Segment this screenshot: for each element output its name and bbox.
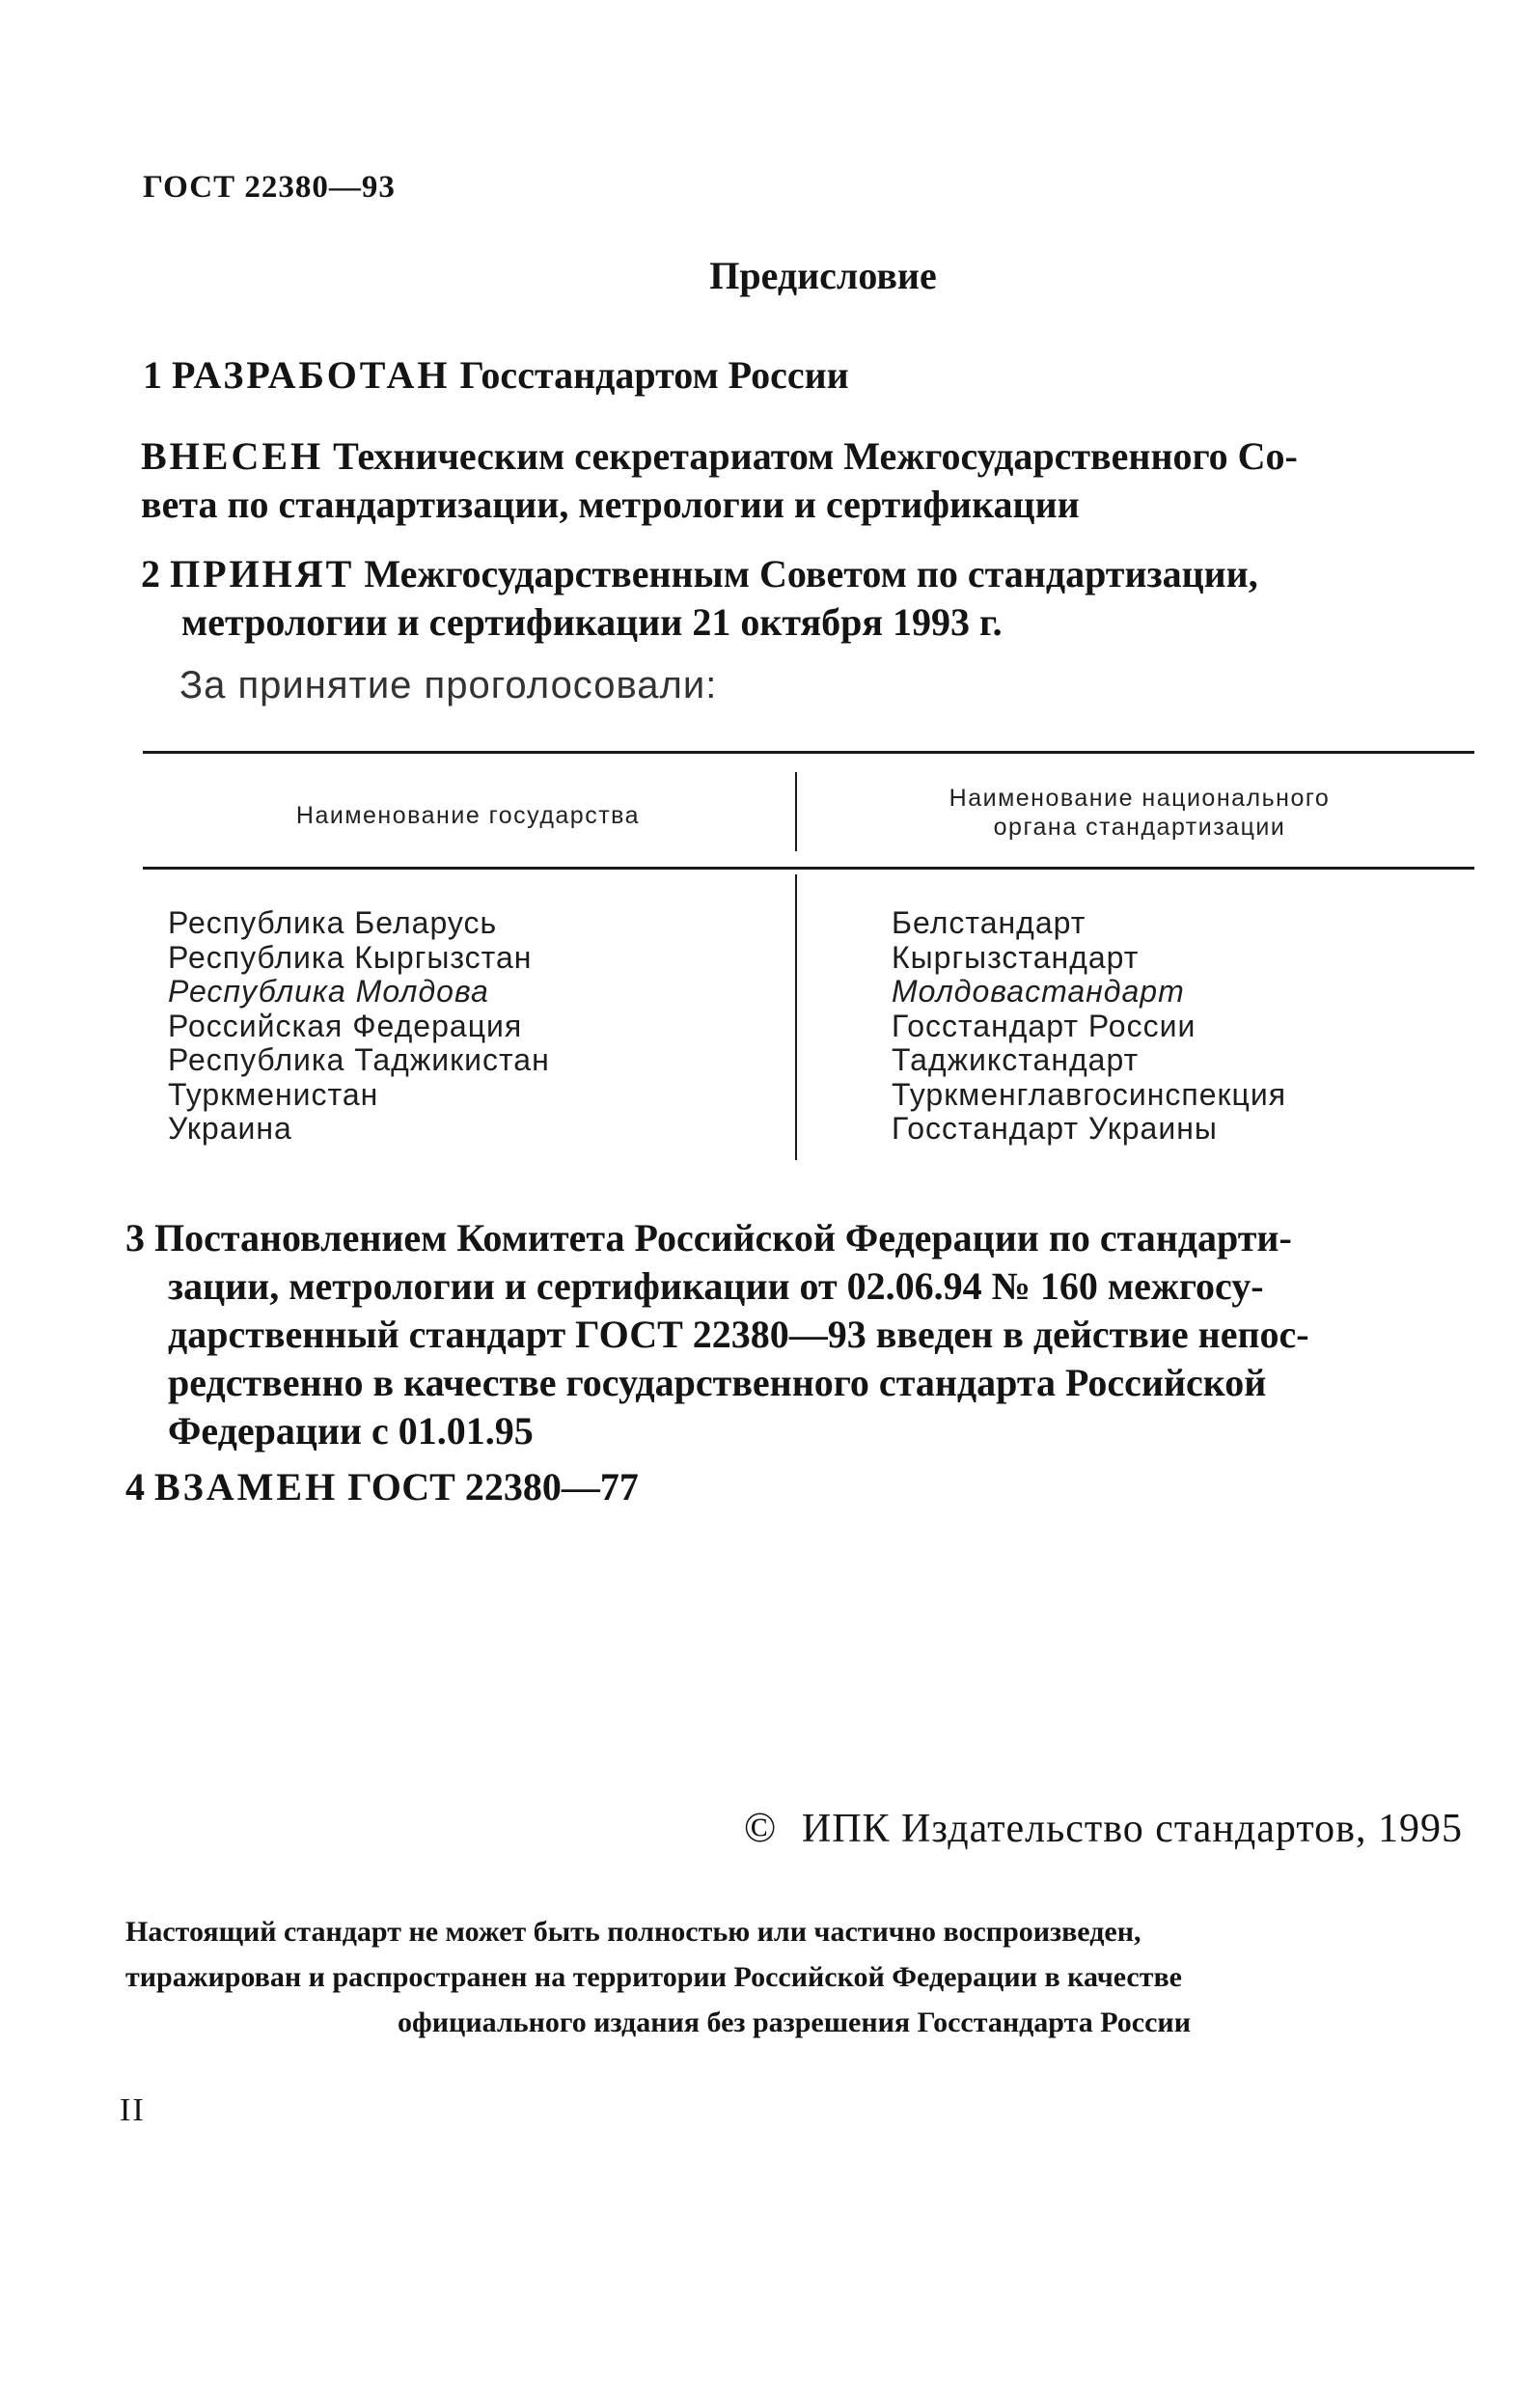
- section-2-line1: Межгосударственным Советом по стандартизации,: [364, 552, 1258, 595]
- section-3-line3: дарственный стандарт ГОСТ 22380—93 введен в действие непос-: [168, 1313, 1309, 1356]
- section-2-number: 2: [141, 552, 160, 595]
- notice-line2: тиражирован и распространен на территории Российской Федерации в качестве: [125, 1961, 1182, 1993]
- table-row-state: Республика Таджикистан: [168, 1042, 550, 1077]
- section-1b-lead: ВНЕСЕН: [141, 434, 324, 478]
- table-body-divider: [795, 874, 797, 1160]
- section-1b-line2: вета по стандартизации, метрологии и сертификации: [141, 483, 1080, 526]
- table-header-rule: [143, 867, 1474, 870]
- table-row-state: Российская Федерация: [168, 1008, 523, 1043]
- page-title: Предисловие: [709, 254, 937, 297]
- table-row-state: Республика Беларусь: [168, 905, 498, 940]
- section-3: [125, 1214, 1469, 1455]
- table-column-bodies: [892, 906, 1286, 1147]
- document-code: ГОСТ 22380—93: [143, 170, 396, 205]
- section-3-line2: зации, метрологии и сертификации от 02.06.94 № 160 межгосу-: [168, 1264, 1264, 1308]
- table-row-body: Госстандарт Украины: [892, 1111, 1218, 1146]
- section-2: [141, 550, 1469, 647]
- section-4-text: ГОСТ 22380—77: [347, 1465, 639, 1508]
- section-3-line4: редственно в качестве государственного стандарта Российской: [168, 1361, 1267, 1404]
- section-4: [125, 1463, 639, 1511]
- section-1-lead: РАЗРАБОТАН: [172, 353, 451, 397]
- table-header-body: [805, 784, 1474, 842]
- table-row-state: Туркменистан: [168, 1076, 379, 1112]
- section-1-number: 1: [143, 353, 162, 397]
- copyright-icon: ©: [743, 1804, 778, 1851]
- section-4-number: 4: [125, 1465, 145, 1508]
- table-header-divider: [795, 772, 797, 851]
- table-header-body-line1: Наименование национального: [949, 785, 1331, 812]
- reproduction-notice: [125, 1909, 1463, 2045]
- section-2-line2: метрологии и сертификации 21 октября 1993 г.: [181, 600, 1003, 644]
- table-row-body: Кыргызстандарт: [892, 939, 1140, 975]
- table-row-body: Белстандарт: [892, 905, 1086, 940]
- table-row-body: Таджикстандарт: [892, 1042, 1140, 1077]
- table-row-body: Туркменглавгосинспекция: [892, 1076, 1287, 1112]
- section-1: [143, 351, 849, 400]
- table-row-body: Госстандарт России: [892, 1008, 1196, 1043]
- table-top-rule: [143, 751, 1474, 754]
- table-row-state: Республика Молдова: [168, 974, 489, 1009]
- table-header-state: Наименование государства: [295, 802, 641, 829]
- section-3-number: 3: [125, 1216, 145, 1259]
- table-column-states: [168, 906, 550, 1147]
- section-3-line1: Постановлением Комитета Российской Федерации по стандарти-: [154, 1216, 1292, 1259]
- table-header-body-line2: органа стандартизации: [993, 814, 1286, 841]
- section-1-submitted: [141, 432, 1469, 529]
- section-1-text: Госстандартом России: [459, 353, 849, 397]
- copyright-text: ИПК Издательство стандартов, 1995: [801, 1807, 1463, 1851]
- voting-intro: За принятие проголосовали:: [179, 664, 718, 706]
- copyright-line: [744, 1803, 1463, 1852]
- table-row-state: Республика Кыргызстан: [168, 939, 533, 975]
- notice-line1: Настоящий стандарт не может быть полностью или частично воспроизведен,: [125, 1916, 1141, 1948]
- page-number: II: [120, 2092, 146, 2128]
- table-row-state: Украина: [168, 1111, 292, 1146]
- section-4-lead: ВЗАМЕН: [154, 1465, 339, 1508]
- section-1b-line1: Техническим секретариатом Межгосударственного Со-: [333, 434, 1298, 478]
- notice-line3: официального издания без разрешения Госстандарта России: [398, 2007, 1191, 2038]
- section-2-lead: ПРИНЯТ: [170, 552, 355, 595]
- section-3-line5: Федерации с 01.01.95: [168, 1409, 534, 1453]
- table-row-body: Молдовастандарт: [892, 974, 1185, 1009]
